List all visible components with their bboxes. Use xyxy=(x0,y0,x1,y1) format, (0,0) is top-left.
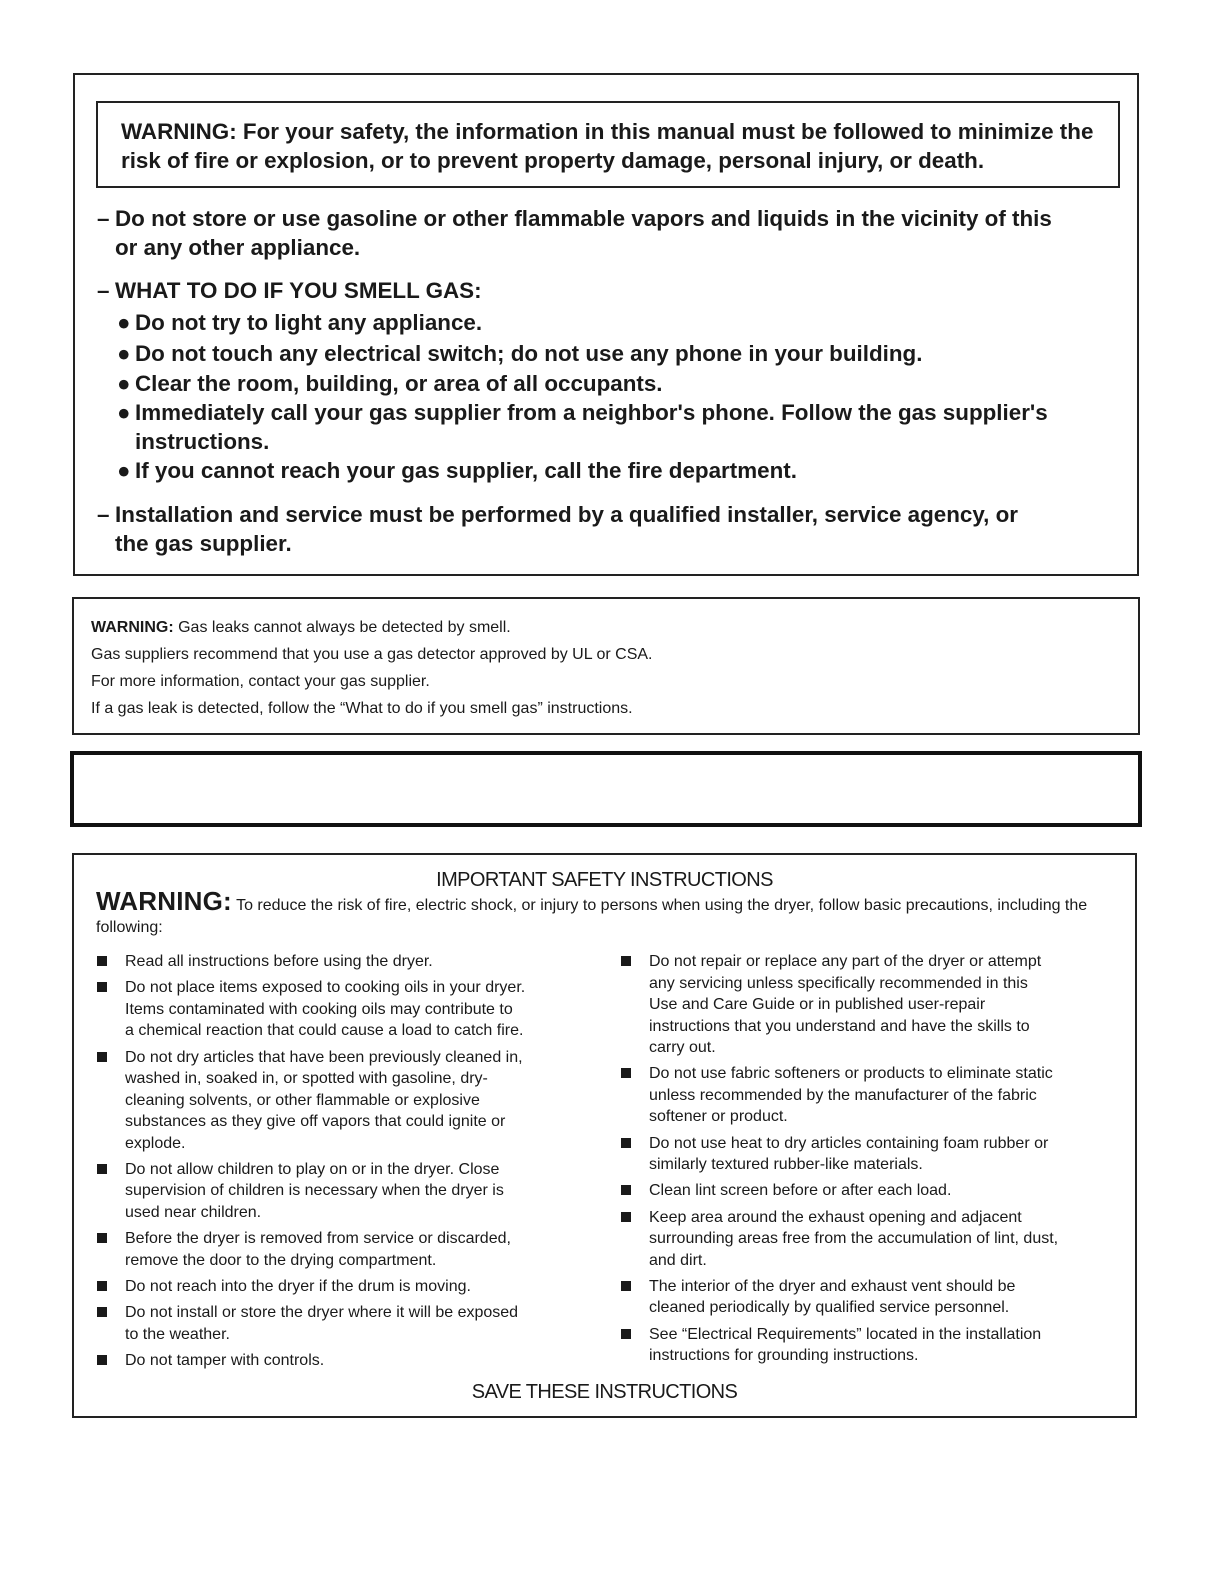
list-item: Do not use heat to dry articles containing foam rubber or similarly textured rubber-like materials. xyxy=(620,1133,1120,1176)
list-item: Do not place items exposed to cooking oils in your dryer. Items contaminated with cooking oils may contribute to a chemical reaction that could cause a load to catch fire. xyxy=(96,977,596,1042)
leak-warning-line: WARNING: Gas leaks cannot always be detected by smell. xyxy=(91,619,511,636)
square-bullet-icon xyxy=(97,1233,107,1243)
square-bullet-icon xyxy=(97,1355,107,1365)
list-item: Read all instructions before using the dryer. xyxy=(96,951,596,973)
safety-list-right xyxy=(620,951,1120,1372)
list-item: Do not allow children to play on or in the dryer. Close supervision of children is necessary when the dryer is used near children. xyxy=(96,1159,596,1224)
flammable-vapors-warning: – Do not store or use gasoline or other flammable vapors and liquids in the vicinity of this or any other appliance. xyxy=(97,206,1052,260)
leak-warning-line: For more information, contact your gas supplier. xyxy=(91,673,430,690)
safety-warning-intro: WARNING: To reduce the risk of fire, electric shock, or injury to persons when using the dryer, follow basic precautions, including the following: xyxy=(96,886,1088,936)
square-bullet-icon xyxy=(97,1164,107,1174)
leak-warning-label: WARNING: xyxy=(91,619,174,636)
square-bullet-icon xyxy=(621,1281,631,1291)
save-instructions-footer: SAVE THESE INSTRUCTIONS xyxy=(471,1381,738,1403)
list-item: Keep area around the exhaust opening and adjacent surrounding areas free from the accumulation of lint, dust, and dirt. xyxy=(620,1207,1120,1272)
bullet-mark: ● xyxy=(117,341,131,366)
empty-notice-box xyxy=(70,751,1142,827)
important-safety-instructions-box xyxy=(72,853,1137,1418)
list-item: Clean lint screen before or after each load. xyxy=(620,1180,1120,1202)
gas-leak-warning-box xyxy=(72,597,1140,735)
square-bullet-icon xyxy=(621,1068,631,1078)
installation-service-warning: – Installation and service must be performed by a qualified installer, service agency, or the gas supplier. xyxy=(97,502,1018,556)
square-bullet-icon xyxy=(621,1329,631,1339)
list-item: Before the dryer is removed from service or discarded, remove the door to the drying compartment. xyxy=(96,1228,596,1271)
square-bullet-icon xyxy=(97,956,107,966)
bullet-mark: ● xyxy=(117,310,131,335)
safety-title: IMPORTANT SAFETY INSTRUCTIONS xyxy=(436,869,773,891)
smell-gas-step: ● Immediately call your gas supplier from a neighbor's phone. Follow the gas supplier's instructions. xyxy=(117,400,1048,454)
list-item: Do not install or store the dryer where it will be exposed to the weather. xyxy=(96,1302,596,1345)
warning-headline-box xyxy=(96,101,1120,188)
bullet-mark: ● xyxy=(117,458,131,483)
square-bullet-icon xyxy=(621,956,631,966)
safety-warning-label: WARNING: xyxy=(96,886,232,916)
smell-gas-step: ● If you cannot reach your gas supplier, call the fire department. xyxy=(117,458,797,483)
square-bullet-icon xyxy=(97,982,107,992)
warning-headline: WARNING: For your safety, the information in this manual must be followed to minimize the risk of fire or explosion, or to prevent property damage, personal injury, or death. xyxy=(121,119,1094,173)
square-bullet-icon xyxy=(97,1052,107,1062)
dash-mark: – xyxy=(97,278,110,303)
dash-mark: – xyxy=(97,206,110,231)
list-item: Do not use fabric softeners or products to eliminate static unless recommended by the manufacturer of the fabric softener or product. xyxy=(620,1063,1120,1128)
dash-mark: – xyxy=(97,502,110,527)
safety-list-left xyxy=(96,951,596,1376)
smell-gas-heading: – WHAT TO DO IF YOU SMELL GAS: xyxy=(97,278,482,303)
smell-gas-step: ● Do not touch any electrical switch; do not use any phone in your building. xyxy=(117,341,923,366)
leak-warning-line: Gas suppliers recommend that you use a gas detector approved by UL or CSA. xyxy=(91,646,653,663)
gas-safety-warning-box xyxy=(73,73,1139,576)
square-bullet-icon xyxy=(97,1307,107,1317)
list-item: Do not dry articles that have been previously cleaned in, washed in, soaked in, or spotted with gasoline, dry- cleaning solvents, or other flammable or explosive substances as they give off vapors that could ignite or explode. xyxy=(96,1047,596,1155)
square-bullet-icon xyxy=(621,1185,631,1195)
smell-gas-step: ● Do not try to light any appliance. xyxy=(117,310,483,335)
square-bullet-icon xyxy=(621,1138,631,1148)
list-item: Do not repair or replace any part of the dryer or attempt any servicing unless specifically recommended in this Use and Care Guide or in published user-repair instructions that you understand and have the skills to carry out. xyxy=(620,951,1120,1059)
bullet-mark: ● xyxy=(117,371,131,396)
list-item: Do not tamper with controls. xyxy=(96,1350,596,1372)
list-item: See “Electrical Requirements” located in the installation instructions for grounding instructions. xyxy=(620,1324,1120,1367)
bullet-mark: ● xyxy=(117,400,131,425)
square-bullet-icon xyxy=(97,1281,107,1291)
square-bullet-icon xyxy=(621,1212,631,1222)
list-item: Do not reach into the dryer if the drum is moving. xyxy=(96,1276,596,1298)
list-item: The interior of the dryer and exhaust vent should be cleaned periodically by qualified service personnel. xyxy=(620,1276,1120,1319)
leak-warning-line: If a gas leak is detected, follow the “What to do if you smell gas” instructions. xyxy=(91,700,633,717)
smell-gas-step: ● Clear the room, building, or area of all occupants. xyxy=(117,371,663,396)
